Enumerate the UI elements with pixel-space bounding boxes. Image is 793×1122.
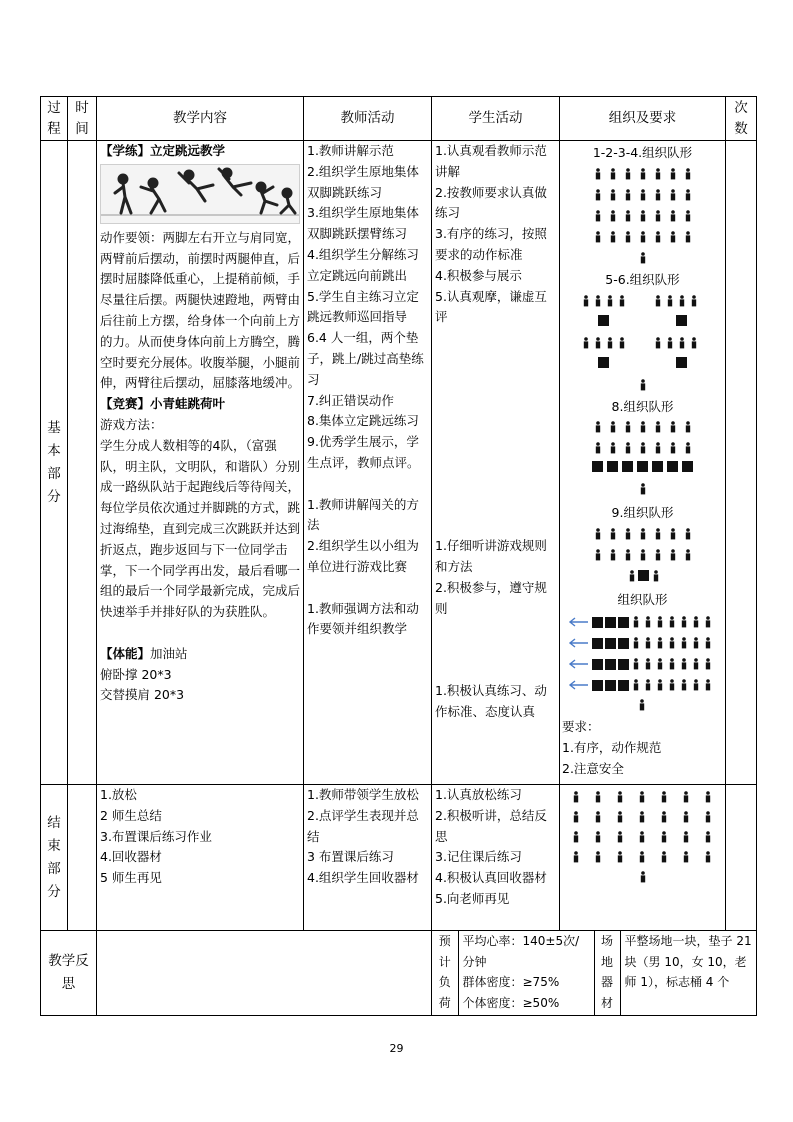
student-icon — [661, 851, 665, 862]
student-icon — [655, 337, 659, 348]
student-icon — [655, 210, 659, 221]
student-icon — [655, 295, 659, 306]
student-icon — [645, 679, 649, 690]
teacher-item: 2.组织学生原地集体双脚跳跃练习 — [307, 163, 419, 200]
venue-value: 平整场地一块，垫子 21 块（男 10，女 10，老师 1），标志桶 4 个 — [620, 931, 756, 1015]
basic-student — [432, 141, 560, 785]
student-icon — [625, 549, 629, 560]
section-title-1: 【学练】立定跳远教学 — [100, 143, 226, 158]
header-count: 次数 — [726, 97, 757, 141]
student-icon — [670, 528, 674, 539]
arrow-left-icon — [570, 639, 588, 647]
student-item: 2.积极参与，遵守规则 — [435, 579, 547, 616]
student-icon — [595, 831, 599, 842]
mat-icon — [676, 315, 687, 326]
student-icon — [685, 231, 689, 242]
student-icon — [693, 637, 697, 648]
student-icon — [685, 549, 689, 560]
student-icon — [691, 337, 695, 348]
teacher-item: 5.学生自主练习立定跳远教师巡回指导 — [307, 288, 419, 325]
student-icon — [595, 337, 599, 348]
student-icon — [595, 549, 599, 560]
student-icon — [625, 231, 629, 242]
requirement-title: 要求： — [562, 718, 600, 734]
teacher-item: 4.组织学生分解练习立定跳远向前跳出 — [307, 246, 419, 283]
student-icon — [655, 549, 659, 560]
student-icon — [633, 616, 637, 627]
student-icon — [669, 616, 673, 627]
student-icon — [705, 811, 709, 822]
student-item: 2.按教师要求认真做练习 — [435, 184, 547, 221]
student-icon — [685, 443, 689, 454]
student-icon — [625, 210, 629, 221]
student-icon — [573, 791, 577, 802]
requirement-1: 1.有序，动作规范 — [562, 739, 662, 755]
student-icon — [640, 549, 644, 560]
student-icon — [670, 168, 674, 179]
formation-4: 9.组织队形 — [562, 501, 723, 588]
end-count — [726, 785, 757, 931]
mat-icon — [605, 680, 616, 691]
student-icon — [669, 679, 673, 690]
student-icon — [655, 443, 659, 454]
student-icon — [681, 679, 685, 690]
student-icon — [595, 295, 599, 306]
student-icon — [625, 168, 629, 179]
formation-5-diagram — [568, 611, 718, 715]
student-icon — [705, 637, 709, 648]
end-time — [68, 785, 97, 931]
basic-count — [726, 141, 757, 785]
student-icon — [607, 295, 611, 306]
formation-1-diagram — [588, 164, 698, 268]
student-item: 5.认真观摩，谦虚互评 — [435, 288, 547, 325]
header-teacher: 教师活动 — [304, 97, 432, 141]
student-icon — [573, 811, 577, 822]
student-icon — [583, 337, 587, 348]
student-icon — [681, 658, 685, 669]
end-content-item: 4.回收器材 — [100, 849, 162, 865]
student-icon — [667, 295, 671, 306]
teacher-item: 1.教师强调方法和动作要领并组织教学 — [307, 600, 419, 637]
student-icon — [683, 831, 687, 842]
end-student-item: 4.积极认真回收器材 — [435, 870, 547, 886]
teacher-item: 7.纠正错误动作 — [307, 392, 394, 408]
header-time: 时间 — [68, 97, 97, 141]
end-teacher-item: 3 布置课后练习 — [307, 849, 394, 865]
end-teacher-item: 1.教师带领学生放松 — [307, 787, 419, 802]
student-icon — [617, 851, 621, 862]
student-icon — [625, 189, 629, 200]
student-icon — [705, 851, 709, 862]
student-icon — [595, 528, 599, 539]
student-icon — [610, 549, 614, 560]
end-teacher — [304, 785, 432, 931]
formation-end — [563, 785, 722, 887]
student-icon — [639, 791, 643, 802]
teacher-icon — [640, 252, 644, 263]
teacher-icon — [640, 871, 644, 882]
section-title-2: 【竞赛】小青蛙跳荷叶 — [100, 396, 226, 412]
mat-icon — [592, 680, 603, 691]
student-icon — [625, 443, 629, 454]
student-icon — [657, 679, 661, 690]
mat-icon — [667, 461, 678, 472]
teacher-item: 6.4 人一组，两个垫子，跳上/跳过高垫练习 — [307, 330, 424, 387]
student-icon — [640, 168, 644, 179]
teacher-icon — [640, 484, 644, 495]
student-icon — [670, 210, 674, 221]
student-item: 1.认真观看教师示范讲解 — [435, 143, 547, 179]
student-icon — [610, 528, 614, 539]
load-label: 预计负荷 — [432, 931, 458, 1015]
student-icon — [573, 831, 577, 842]
teacher-item: 3.组织学生原地集体双脚跳跃摆臂练习 — [307, 205, 419, 242]
end-student-item: 3.记住课后练习 — [435, 849, 522, 865]
header-org: 组织及要求 — [560, 97, 726, 141]
end-label: 结束部分 — [41, 785, 68, 931]
student-icon — [640, 231, 644, 242]
student-icon — [645, 616, 649, 627]
student-icon — [670, 443, 674, 454]
formation-2: 5-6.组织队形 — [562, 268, 723, 395]
student-icon — [661, 791, 665, 802]
student-icon — [655, 528, 659, 539]
basic-content — [97, 141, 304, 785]
student-icon — [595, 231, 599, 242]
student-icon — [693, 616, 697, 627]
venue-label: 场地器材 — [594, 931, 620, 1015]
student-icon — [639, 851, 643, 862]
student-icon — [610, 210, 614, 221]
student-icon — [595, 811, 599, 822]
student-icon — [683, 811, 687, 822]
student-icon — [617, 811, 621, 822]
student-icon — [640, 422, 644, 433]
mat-icon — [592, 617, 603, 628]
game-method-label: 游戏方法： — [100, 416, 163, 432]
mat-icon — [618, 638, 629, 649]
essentials-text: 动作要领：两脚左右开立与肩同宽，两臂前后摆动，前摆时两腿伸直，后摆时屈膝降低重心，上提稍前倾，手尽量往后摆。两腿快速蹬地，两臂由后往前上方摆，给身体一个向前上方的力。从而使身体向前上方腾空，腾空时要充分展体。收腹举腿，小腿前伸，两臂往后摆动，屈膝落地缓冲。 — [100, 229, 301, 391]
formation-4-diagram — [588, 524, 698, 588]
arrow-left-icon — [570, 681, 588, 689]
basic-label: 基本部分 — [41, 141, 68, 785]
end-org — [560, 785, 726, 931]
lesson-plan-table — [40, 96, 757, 1016]
end-student-item: 5.向老师再见 — [435, 890, 510, 906]
student-item: 4.积极参与展示 — [435, 267, 522, 283]
student-icon — [661, 811, 665, 822]
student-icon — [610, 443, 614, 454]
formation-3: 8.组织队形 — [562, 395, 723, 502]
arrow-left-icon — [570, 618, 588, 626]
student-icon — [595, 210, 599, 221]
mat-icon — [618, 617, 629, 628]
teacher-item: 2.组织学生以小组为单位进行游戏比赛 — [307, 538, 419, 574]
game-description: 学生分成人数相等的4队，（富强队，明主队，文明队，和谐队）分别成一路纵队站于起跑线后等待闯关，每位学员依次通过并脚跳的方式，跳过海绵垫，直到完成三次跳跃并达到折返点，跑步返回与下一位同学击掌，下一个同学再出发，最后看哪一组的最后一个同学最新完成，完成后快速举手并排好队的为获胜队。 — [100, 437, 301, 620]
basic-teacher — [304, 141, 432, 785]
reflection-body — [97, 931, 432, 1016]
mat-icon — [652, 461, 663, 472]
student-icon — [633, 637, 637, 648]
basic-row — [41, 141, 757, 785]
formation-1: 1-2-3-4.组织队形 — [562, 141, 723, 268]
student-icon — [595, 851, 599, 862]
student-icon — [685, 422, 689, 433]
student-icon — [610, 422, 614, 433]
mat-icon — [605, 638, 616, 649]
teacher-item: 9.优秀学生展示，学生点评，教师点评。 — [307, 434, 420, 470]
student-icon — [681, 616, 685, 627]
mat-icon — [618, 680, 629, 691]
formation-5: 组织队形 — [562, 588, 723, 715]
student-icon — [595, 443, 599, 454]
student-icon — [705, 658, 709, 669]
teacher-item: 1.教师讲解闯关的方法 — [307, 496, 419, 533]
student-icon — [595, 791, 599, 802]
student-item: 1.仔细听讲游戏规则和方法 — [435, 538, 547, 574]
mat-icon — [605, 659, 616, 670]
student-icon — [625, 528, 629, 539]
student-icon — [633, 679, 637, 690]
reflection-row — [41, 931, 757, 1016]
teacher-icon — [639, 699, 643, 710]
requirement-2: 2.注意安全 — [562, 760, 624, 776]
end-teacher-item: 4.组织学生回收器材 — [307, 870, 419, 886]
student-icon — [657, 658, 661, 669]
student-icon — [625, 422, 629, 433]
student-icon — [655, 422, 659, 433]
student-icon — [655, 189, 659, 200]
student-icon — [705, 791, 709, 802]
student-icon — [639, 831, 643, 842]
mat-icon — [605, 617, 616, 628]
teacher-item: 8.集体立定跳远练习 — [307, 413, 419, 429]
header-process: 过程 — [41, 97, 68, 141]
student-icon — [705, 831, 709, 842]
student-icon — [679, 337, 683, 348]
student-icon — [667, 337, 671, 348]
student-icon — [679, 295, 683, 306]
mat-icon — [638, 570, 649, 581]
formation-3-diagram — [588, 417, 698, 501]
student-icon — [595, 189, 599, 200]
arrow-left-icon — [570, 660, 588, 668]
student-icon — [657, 637, 661, 648]
student-icon — [640, 189, 644, 200]
formation-2-diagram — [578, 291, 708, 395]
student-icon — [655, 168, 659, 179]
end-content-item: 1.放松 — [100, 787, 137, 802]
reflection-subtable — [432, 931, 756, 1015]
end-content-item: 3.布置课后练习作业 — [100, 828, 212, 844]
student-icon — [670, 231, 674, 242]
standing-long-jump-image — [100, 164, 300, 224]
end-teacher-item: 2.点评学生表现并总结 — [307, 807, 419, 844]
mat-icon — [598, 315, 609, 326]
student-icon — [610, 168, 614, 179]
student-icon — [619, 295, 623, 306]
student-icon — [640, 210, 644, 221]
header-content: 教学内容 — [97, 97, 304, 141]
mat-icon — [622, 461, 633, 472]
mat-icon — [676, 357, 687, 368]
student-icon — [583, 295, 587, 306]
student-icon — [683, 791, 687, 802]
student-icon — [617, 791, 621, 802]
teacher-icon — [640, 379, 644, 390]
student-icon — [670, 549, 674, 560]
student-icon — [685, 528, 689, 539]
student-icon — [670, 422, 674, 433]
end-row — [41, 785, 757, 931]
student-icon — [691, 295, 695, 306]
student-icon — [705, 679, 709, 690]
student-icon — [619, 337, 623, 348]
header-row — [41, 97, 757, 141]
student-icon — [683, 851, 687, 862]
mat-icon — [637, 461, 648, 472]
student-icon — [610, 189, 614, 200]
student-icon — [669, 658, 673, 669]
student-icon — [640, 528, 644, 539]
student-icon — [645, 637, 649, 648]
basic-time — [68, 141, 97, 785]
teacher-icon — [629, 570, 633, 581]
end-content — [97, 785, 304, 931]
page-number: 29 — [389, 1042, 404, 1055]
fitness-item-2: 交替摸肩 20*3 — [100, 687, 185, 703]
teacher-icon — [653, 570, 657, 581]
mat-icon — [592, 659, 603, 670]
student-icon — [685, 210, 689, 221]
end-content-item: 2 师生总结 — [100, 807, 162, 823]
student-icon — [669, 637, 673, 648]
end-student-item: 2.积极听讲，总结反思 — [435, 807, 547, 844]
end-student-item: 1.认真放松练习 — [435, 787, 522, 802]
student-icon — [573, 851, 577, 862]
load-values: 平均心率：140±5次/分钟 群体密度：≥75% 个体密度：≥50% — [458, 931, 594, 1015]
formation-end-diagram — [568, 787, 718, 887]
mat-icon — [592, 638, 603, 649]
student-icon — [705, 616, 709, 627]
student-icon — [607, 337, 611, 348]
student-icon — [693, 679, 697, 690]
student-item: 3.有序的练习，按照要求的动作标准 — [435, 226, 547, 262]
student-icon — [670, 189, 674, 200]
mat-icon — [592, 461, 603, 472]
header-student: 学生活动 — [432, 97, 560, 141]
reflection-label: 教学反思 — [41, 931, 97, 1016]
end-content-item: 5 师生再见 — [100, 870, 162, 886]
student-icon — [661, 831, 665, 842]
student-icon — [633, 658, 637, 669]
end-student — [432, 785, 560, 931]
student-item: 1.积极认真练习、动作标准、态度认真 — [435, 683, 547, 720]
section-title-3: 【体能】加油站 — [100, 645, 188, 661]
student-icon — [655, 231, 659, 242]
mat-icon — [607, 461, 618, 472]
student-icon — [595, 422, 599, 433]
student-icon — [685, 189, 689, 200]
mat-icon — [618, 659, 629, 670]
basic-org — [560, 141, 726, 785]
student-icon — [595, 168, 599, 179]
fitness-item-1: 俯卧撑 20*3 — [100, 666, 172, 682]
teacher-item: 1.教师讲解示范 — [307, 143, 394, 158]
student-icon — [645, 658, 649, 669]
student-icon — [640, 443, 644, 454]
student-icon — [693, 658, 697, 669]
student-icon — [639, 811, 643, 822]
student-icon — [657, 616, 661, 627]
mat-icon — [682, 461, 693, 472]
student-icon — [685, 168, 689, 179]
student-icon — [681, 637, 685, 648]
student-icon — [610, 231, 614, 242]
mat-icon — [598, 357, 609, 368]
student-icon — [617, 831, 621, 842]
